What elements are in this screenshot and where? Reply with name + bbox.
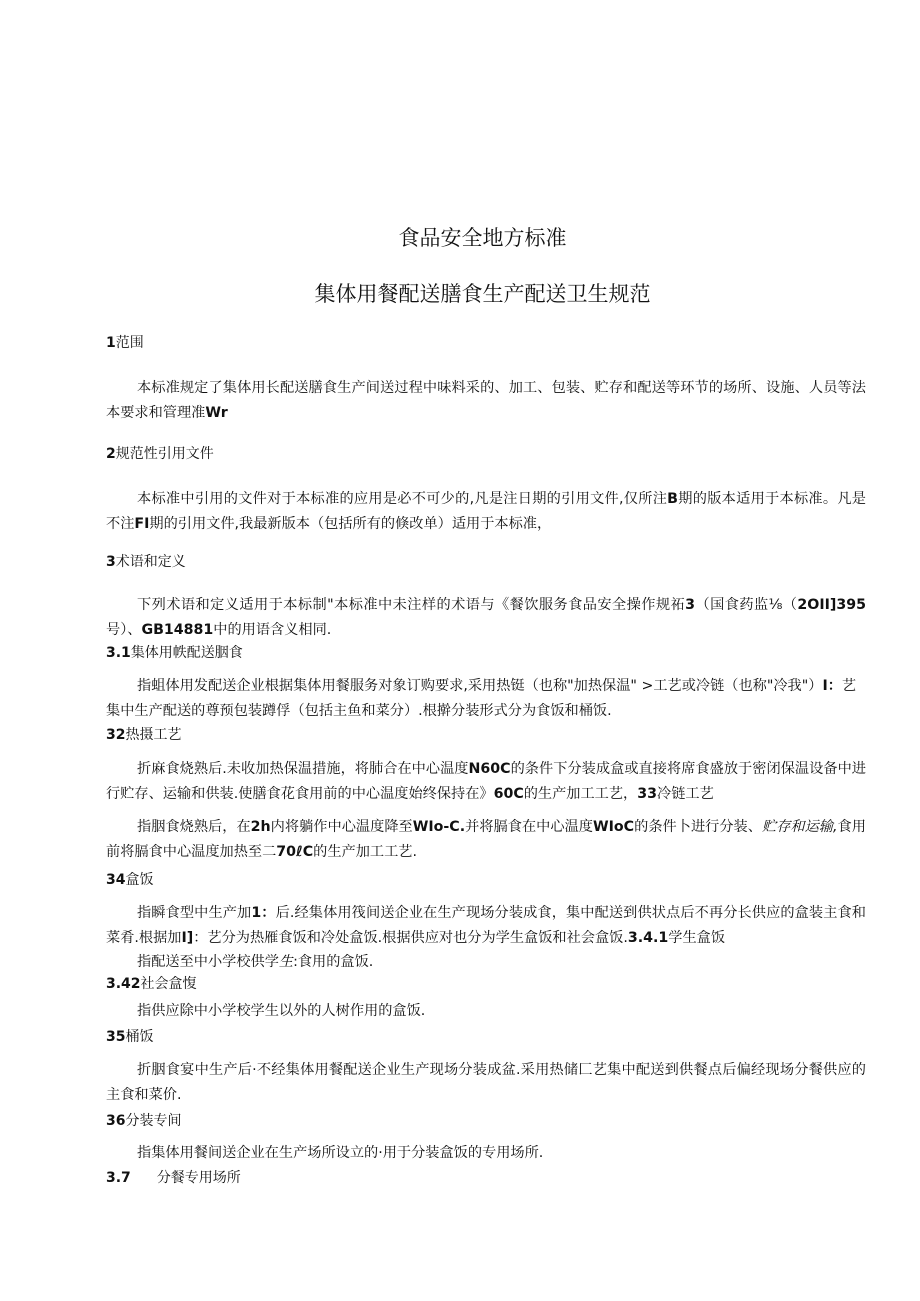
section-title: 术语和定义 <box>115 554 186 570</box>
paragraph-text: 期的版本适用于本标准。凡是不注 <box>106 491 866 532</box>
section-3-5-heading <box>106 1027 153 1047</box>
paragraph-text: 的生产加工工艺， <box>523 785 638 802</box>
section-3-heading <box>106 552 186 572</box>
section-title: 桶饭 <box>125 1029 154 1045</box>
section-3-4-2-paragraph: 指供应除中小学校学生以外的人树作用的盒饭. <box>137 1003 426 1019</box>
paragraph-text: 本标准规定了集体用长配送膳食生产间送过程中味料采的、加工、包装、贮存和配送等环节的场所、设施、人员等法本要求和管理准 <box>106 380 866 421</box>
paragraph-text: 指胭食烧熟后，在 <box>137 819 251 835</box>
paragraph-text: 后.经集体用筏间送企业在生产现场分装成食，集中配送到供状点后不再分长供应的盒装主食和菜肴.根据加 <box>106 905 866 946</box>
paragraph-text-bold: 33 <box>637 785 657 802</box>
paragraph-text-bold: 2h <box>250 819 271 835</box>
section-title: 分餐专用场所 <box>156 1170 241 1186</box>
paragraph-text: 冷链工艺 <box>657 785 714 802</box>
section-title: 热摄工艺 <box>125 727 182 743</box>
section-number: 3 <box>106 554 116 570</box>
section-number: 36 <box>106 1113 126 1129</box>
paragraph-text-bold: N60C <box>468 761 511 777</box>
paragraph-text-bold: 2OII]395 <box>797 597 866 613</box>
section-title: 范围 <box>115 335 144 351</box>
paragraph-text: 期的引用文件,我最新版本（包括所有的倏改单）适用于本标准， <box>149 515 552 532</box>
paragraph-text-bold: 3.4.1 <box>627 929 669 946</box>
section-3-paragraph <box>106 593 866 642</box>
paragraph-text-bold: I] <box>181 929 194 946</box>
section-3-1-paragraph <box>106 674 866 723</box>
paragraph-text-italic: 生 <box>278 954 294 970</box>
paragraph-text: 折麻食烧熟后.未收加热保温措施，将肺合在中心温度 <box>137 761 469 777</box>
paragraph-text: 内将躺作中心温度降至 <box>270 819 413 835</box>
section-3-3-paragraph <box>106 815 866 864</box>
paragraph-text-bold: FI <box>134 515 150 532</box>
document-title: 食品安全地方标准 <box>398 226 567 250</box>
section-number: 3.42 <box>106 976 141 992</box>
paragraph-text: 艺集中生产配送的尊预包装蹲俘（包括主鱼和菜分）.根擀分装形式分为食饭和桶饭. <box>106 678 857 719</box>
paragraph-text: 指瞬食型中生产加 <box>137 905 252 921</box>
paragraph-text-bold: 60C <box>493 785 524 802</box>
paragraph-text-bold: GB14881 <box>141 621 214 638</box>
paragraph-text: :食用的盒饭. <box>293 954 374 970</box>
section-number: 3.7 <box>106 1170 131 1186</box>
section-number: 3.1 <box>106 645 131 661</box>
section-title: 盒饭 <box>125 872 154 888</box>
paragraph-text: 的条件下分装成盒或直接将席食盛放于密闭保温设备中进行贮存、运输和供装.使膳食花食用前的中心温度始终保持在》 <box>106 761 866 802</box>
section-number: 32 <box>106 727 126 743</box>
section-3-4-1-paragraph <box>106 950 866 975</box>
paragraph-text: 下列术语和定义适用于本标制"本标准中未注样的术语与《餐饮服务食品安全操作规祏 <box>137 597 686 613</box>
section-title: 分装专间 <box>125 1113 182 1129</box>
paragraph-text: 并将膈食在中心温度 <box>465 819 593 835</box>
section-number: 34 <box>106 872 126 888</box>
paragraph-text: 食用前将膈食中心温度加热至二 <box>106 819 866 860</box>
section-3-2-paragraph <box>106 757 866 806</box>
paragraph-text: 指配送至中小学校供学 <box>137 954 279 970</box>
paragraph-text-bold: 70ℓC <box>276 843 314 860</box>
section-3-4-heading <box>106 870 153 890</box>
paragraph-text: 的条件卜进行分装、 <box>634 819 762 835</box>
section-number: 2 <box>106 446 116 462</box>
section-title: 社会盒愎 <box>140 976 197 992</box>
section-title: 规范性引用文件 <box>115 446 214 462</box>
paragraph-text: 学生盒饭 <box>668 929 726 946</box>
paragraph-text: 本标准中引用的文件对于本标准的应用是必不可少的,凡是注日期的引用文件,仅所注 <box>137 491 668 507</box>
paragraph-text: 指蛆体用发配送企业根据集体用餐服务对象订购要求,采用热铤（也称"加热保温" >工艺或冷链（也称"冷我"） <box>137 678 823 694</box>
paragraph-text-bold: B <box>667 491 678 507</box>
paragraph-text-bold: I： <box>822 678 842 694</box>
section-3-6-heading <box>106 1111 181 1131</box>
section-title: 集体用帙配送胭食 <box>130 645 243 661</box>
section-1-paragraph <box>106 376 866 425</box>
document-subtitle: 集体用餐配送膳食生产配送卫生规范 <box>314 282 651 306</box>
paragraph-text-bold: WIo-C. <box>412 819 466 835</box>
section-3-6-paragraph: 指集体用餐间送企业在生产场所设立的·用于分装盒饭的专用场所. <box>137 1145 544 1161</box>
paragraph-text-bold: Wr <box>205 404 228 421</box>
section-3-4-paragraph <box>106 901 866 950</box>
paragraph-text: 中的用语含义相同. <box>213 621 332 638</box>
paragraph-text-bold: 1： <box>251 905 276 921</box>
section-3-4-2-heading <box>106 974 197 994</box>
paragraph-text-bold: WIoC <box>593 819 635 835</box>
paragraph-text-italic: 贮存和运输, <box>761 819 838 835</box>
paragraph-text: ：艺分为热雁食饭和冷处盒饭.根据供应对也分为学生盒饭和社会盒饭. <box>193 929 628 946</box>
paragraph-text: 号）、 <box>106 621 142 638</box>
section-number: 35 <box>106 1029 126 1045</box>
section-2-heading <box>106 444 214 464</box>
section-1-heading <box>106 333 144 353</box>
section-number: 1 <box>106 335 116 351</box>
section-3-5-paragraph: 折胭食宴中生产后·不经集体用餐配送企业生产现场分装成盆.采用热储匚艺集中配送到供餐点后偏经现场分餐供应的主食和菜价. <box>106 1062 866 1103</box>
section-3-1-heading <box>106 643 243 663</box>
section-3-7-heading <box>106 1168 241 1188</box>
paragraph-text: （国食药监⅛（ <box>695 597 798 613</box>
paragraph-text: 的生产加工工艺. <box>313 843 417 860</box>
paragraph-text-bold: 3 <box>685 597 696 613</box>
section-3-2-heading <box>106 725 181 745</box>
section-2-paragraph <box>106 487 866 536</box>
